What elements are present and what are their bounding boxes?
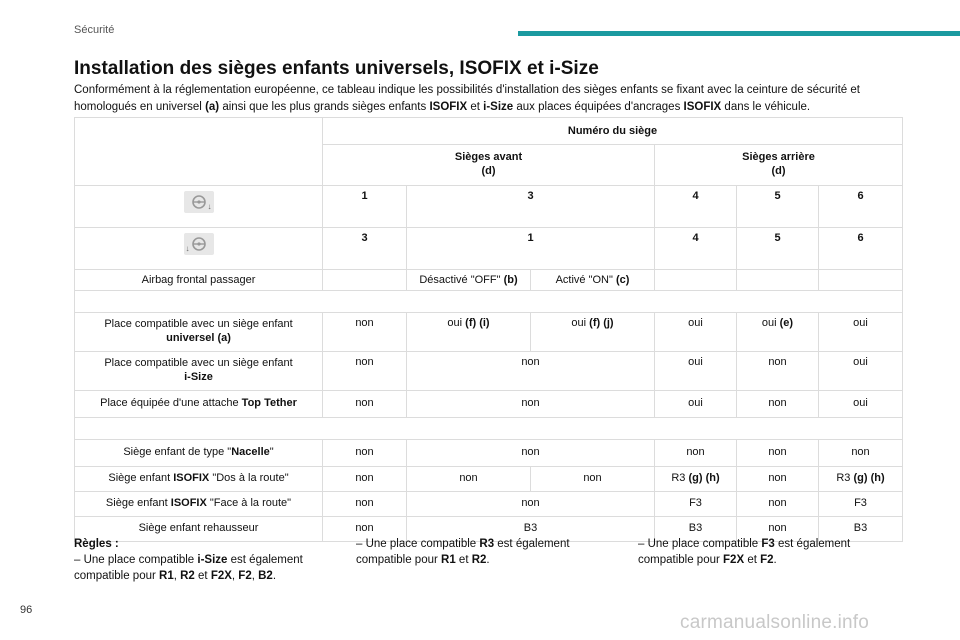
rules-column-1 [74,536,324,584]
rule-text: . [486,554,490,566]
rule-bold: i-Size [197,554,228,566]
rear-seats-label: Sièges arrière [742,151,815,163]
cell-value: oui [819,391,903,418]
cell-value: non [407,352,655,391]
empty-cell [737,270,819,291]
table-row [75,186,903,228]
arrow-down-icon: ↓ [185,244,190,253]
toptether-label-a: Place équipée d'une attache [100,397,242,409]
cell-text: R3 [836,472,854,484]
table-row [75,440,903,467]
cell-note: (g) (h) [853,472,885,484]
cell-value: F3 [819,492,903,517]
intro-text: et [467,101,484,113]
nacelle-label-a: Siège enfant de type " [123,446,232,458]
table-row [75,118,903,145]
rule-bold: F2X [210,570,232,582]
cell-value: oui [655,352,737,391]
rule-bold: R1 [159,570,174,582]
airbag-off-text: Désactivé "OFF" [419,274,504,286]
seat-number: 5 [737,186,819,228]
cell-value: B3 [819,517,903,542]
cell-value: oui [819,352,903,391]
cell-value: non [737,352,819,391]
seat-number: 3 [407,186,655,228]
rule-text: – Une place compatible [638,538,762,550]
arrow-down-icon: ↓ [207,202,212,211]
universal-label-a: Place compatible avec un siège enfant [104,318,293,330]
empty-cell [323,270,407,291]
isofix-front-label-b: ISOFIX [170,497,207,509]
cell-note: (g) (h) [688,472,720,484]
cell-value: non [407,467,531,492]
isofix-rear-label-b: ISOFIX [173,472,210,484]
intro-bold: ISOFIX [683,101,722,113]
cell-value: non [655,440,737,467]
section-label: Sécurité [74,24,115,36]
cell-value: oui [819,313,903,352]
universal-label-b: universel (a) [166,332,231,344]
rule-text: et [455,554,472,566]
seat-number: 5 [737,228,819,270]
rule-text: . [773,554,777,566]
rule-bold: F2X [723,554,745,566]
cell-value: B3 [655,517,737,542]
intro-text: ainsi que les plus grands sièges enfants [219,101,430,113]
cell-value: F3 [655,492,737,517]
isofix-rear-label-a: Siège enfant [108,472,174,484]
cell-value: non [323,517,407,542]
intro-bold: ISOFIX [429,101,468,113]
cell-value: non [323,313,407,352]
rule-text: et [744,554,761,566]
isize-label [75,352,323,391]
rule-text: , [231,570,239,582]
cell-value: non [407,440,655,467]
cell-text: oui [447,317,466,329]
intro-bold: i-Size [483,101,514,113]
seat-number: 6 [819,186,903,228]
cell-text: R3 [671,472,689,484]
watermark: carmanualsonline.info [680,612,870,633]
cell-value [655,467,737,492]
rule-text: , [173,570,181,582]
rule-text: est également compatible pour [356,538,570,566]
cell-value [819,467,903,492]
cell-value: oui [655,313,737,352]
cell-value: non [323,352,407,391]
isofix-rear-label [75,467,323,492]
intro-bold: (a) [205,101,220,113]
isofix-front-label-a: Siège enfant [105,497,171,509]
empty-cell [655,270,737,291]
rule-text: est également compatible pour [638,538,851,566]
rule-text: – Une place compatible [74,554,198,566]
toptether-label [75,391,323,418]
spacer-cell [75,418,903,440]
seat-number: 4 [655,228,737,270]
booster-label: Siège enfant rehausseur [75,517,323,542]
cell-value: non [737,440,819,467]
isofix-front-label-c: "Face à la route" [206,497,292,509]
spacer-cell [75,291,903,313]
intro-text: dans le véhicule. [721,101,811,113]
cell-value: non [323,492,407,517]
cell-text: oui [571,317,590,329]
seat-number: 4 [655,186,737,228]
rule-bold: R3 [479,538,495,550]
rules-column-2 [356,536,606,568]
rule-text: et [194,570,211,582]
cell-value [737,313,819,352]
airbag-off-note: (b) [503,274,518,286]
rule-bold: R2 [471,554,487,566]
cell-value [531,313,655,352]
table-row [75,313,903,352]
isize-label-b: i-Size [184,371,213,383]
table-row [75,492,903,517]
seat-number-header: Numéro du siège [323,118,903,145]
empty-header-cell [75,118,323,186]
cell-value: non [323,391,407,418]
nacelle-label-c: " [269,446,274,458]
cell-note: (f) (i) [465,317,490,329]
cell-note: (e) [779,317,794,329]
cell-value: non [737,391,819,418]
cell-value: non [819,440,903,467]
intro-text: aux places équipées d'ancrages [513,101,684,113]
rule-text: , [251,570,259,582]
header-accent-bar [518,31,960,36]
isize-label-a: Place compatible avec un siège enfant [104,357,293,369]
airbag-on-text: Activé "ON" [555,274,616,286]
intro-paragraph [74,82,904,116]
table-row [75,352,903,391]
cell-value: non [531,467,655,492]
front-seats-header [323,145,655,186]
cell-value: non [407,391,655,418]
seat-compatibility-table [74,117,903,542]
rule-bold: F2 [760,554,774,566]
table-row [75,391,903,418]
isofix-front-label [75,492,323,517]
airbag-off [407,270,531,291]
cell-text: oui [761,317,780,329]
airbag-label: Airbag frontal passager [75,270,323,291]
rule-text: est également compatible pour [74,554,303,582]
page-number: 96 [20,604,33,616]
table-row [75,467,903,492]
rule-bold: B2 [258,570,273,582]
front-seats-label: Sièges avant [454,151,523,163]
seat-number: 6 [819,228,903,270]
cell-note: (f) (j) [589,317,614,329]
seat-number: 3 [323,228,407,270]
cell-value: non [323,467,407,492]
rhd-icon-cell [75,186,323,228]
spacer-row [75,418,903,440]
rules-column-3 [638,536,900,568]
isofix-rear-label-c: "Dos à la route" [209,472,289,484]
cell-value: non [737,492,819,517]
empty-cell [819,270,903,291]
front-seats-note: (d) [481,165,496,177]
rule-text: . [272,570,277,582]
cell-value: oui [655,391,737,418]
rule-bold: R1 [441,554,456,566]
intro-text: Conformément à la réglementation européenne, ce tableau indique les possibilités d'installation des sièges enfants se fixant avec la ceinture de sécurité et homologués en universel [74,84,860,113]
nacelle-label [75,440,323,467]
rear-seats-header [655,145,903,186]
cell-value: non [737,467,819,492]
rule-bold: R2 [180,570,195,582]
cell-value: non [323,440,407,467]
rules-title: Règles : [74,538,119,550]
spacer-row [75,291,903,313]
seat-number: 1 [323,186,407,228]
cell-value: non [737,517,819,542]
lhd-icon-cell [75,228,323,270]
cell-value [407,313,531,352]
seat-number: 1 [407,228,655,270]
universal-label [75,313,323,352]
nacelle-label-b: Nacelle [231,446,270,458]
cell-value: non [407,492,655,517]
page-title: Installation des sièges enfants universels, ISOFIX et i-Size [74,58,599,79]
cell-value: B3 [407,517,655,542]
rule-text: – Une place compatible [356,538,480,550]
steering-wheel-right-icon [184,191,214,213]
toptether-label-b: Top Tether [241,397,297,409]
table-row [75,270,903,291]
rear-seats-note: (d) [771,165,786,177]
table-row [75,228,903,270]
airbag-on [531,270,655,291]
rule-bold: F3 [761,538,775,550]
airbag-on-note: (c) [615,274,630,286]
rule-bold: F2 [238,570,252,582]
steering-wheel-left-icon [184,233,214,255]
